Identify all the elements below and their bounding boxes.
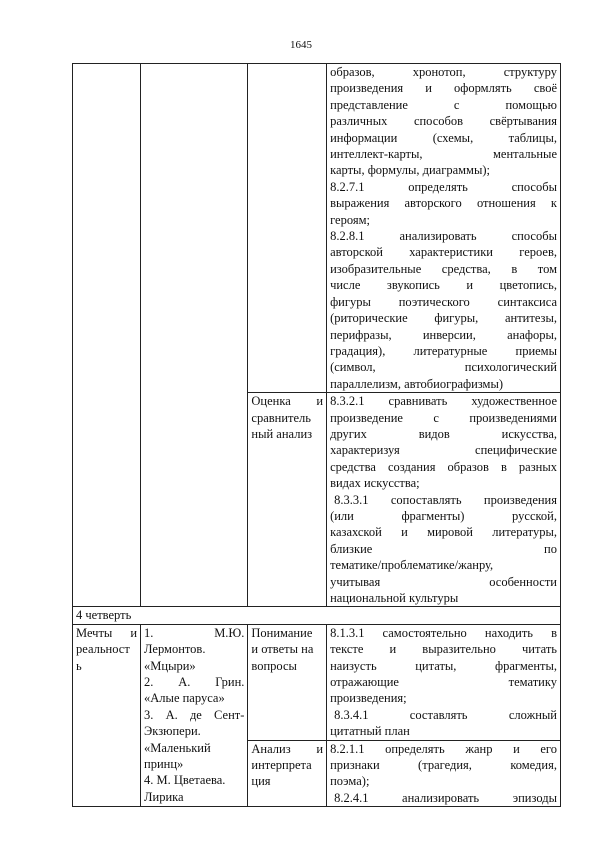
objective-line: поэма); — [330, 774, 370, 789]
work-line: Лирика — [144, 789, 184, 804]
objective-line: характеризуя специфические — [330, 443, 557, 458]
work-line: 2. А. Грин. — [144, 675, 245, 690]
objective-line: казахской и мировой литературы, — [330, 525, 557, 540]
objective-line: 8.1.3.1 самостоятельно находить в — [330, 625, 557, 640]
objective-line: фигуры поэтического синтаксиса — [330, 294, 557, 309]
work-line: принц» — [144, 757, 184, 772]
objective-line: (или фрагменты) русской, — [330, 508, 557, 523]
objective-line: карты, формулы, диаграммы); — [330, 163, 490, 178]
objective-line: перифразы, инверсии, анафоры, — [330, 327, 557, 342]
page-number: 1645 — [290, 39, 312, 51]
objective-line: 8.2.4.1 анализировать эпизоды — [334, 790, 557, 805]
objective-line: видах искусства; — [330, 476, 420, 491]
works-cell — [141, 624, 248, 806]
objective-line: информации (схемы, таблицы, — [330, 130, 557, 145]
objective-line: числе звукопись и цветопись, — [330, 278, 557, 293]
skill-line: ция — [251, 774, 271, 789]
skill-line: вопросы — [251, 658, 297, 673]
objective-line: цитатный план — [330, 724, 410, 739]
objective-line: интеллект-карты, ментальные — [330, 147, 557, 162]
objective-line: 8.2.8.1 анализировать способы — [330, 229, 557, 244]
theme-line: ь — [76, 658, 82, 673]
objectives-cell-continuation — [327, 64, 561, 393]
work-line: 1. М.Ю. — [144, 625, 245, 640]
skill-line: интерпрета — [251, 758, 312, 773]
work-line: «Алые паруса» — [144, 691, 225, 706]
table-row-continuation — [73, 64, 561, 393]
theme-line: Мечты и — [76, 625, 138, 640]
objective-line: близкие по — [330, 541, 557, 556]
skill-cell-understanding — [248, 624, 327, 740]
skill-line: и ответы на — [251, 642, 314, 657]
objective-line: 8.2.7.1 определять способы — [330, 179, 557, 194]
objective-line: героям; — [330, 212, 370, 227]
objective-line: произведение с произведениями — [330, 410, 557, 425]
skill-line: Анализ и — [251, 741, 324, 756]
objective-line: произведения и оформлять своё — [330, 81, 557, 96]
objective-line: изобразительные средства, в том — [330, 261, 557, 276]
objective-line: других видов искусства, — [330, 426, 557, 441]
objective-line: (символ, психологический — [330, 360, 557, 375]
objective-line: различных способов свёртывания — [330, 114, 557, 129]
works-cell-empty — [141, 64, 248, 607]
skill-cell-empty — [248, 64, 327, 393]
objective-line: тексте и выразительно читать — [330, 642, 557, 657]
skill-line: Оценка и — [251, 394, 324, 409]
work-line: «Мцыри» — [144, 658, 196, 673]
skill-line: ный анализ — [251, 426, 313, 441]
objective-line: национальной культуры — [330, 591, 459, 605]
objective-line: произведения; — [330, 691, 407, 706]
work-line: «Маленький — [144, 740, 211, 755]
theme-line: реальност — [76, 642, 130, 657]
objective-line: отражающие тематику — [330, 675, 557, 690]
table-row-quarter — [73, 607, 561, 624]
theme-cell — [73, 624, 141, 806]
quarter-heading: 4 четверть — [73, 607, 561, 624]
objective-line: 8.2.1.1 определять жанр и его — [330, 741, 557, 756]
objective-line: признаки (трагедия, комедия, — [330, 758, 557, 773]
objective-line: представление с помощью — [330, 97, 557, 112]
skill-cell-evaluation — [248, 393, 327, 607]
table-row-dreams — [73, 624, 561, 740]
skill-line: сравнитель — [251, 410, 311, 425]
objective-line: (риторические фигуры, антитезы, — [330, 311, 557, 326]
objectives-cell-evaluation — [327, 393, 561, 607]
work-line: Экзюпери. — [144, 724, 201, 739]
work-line: Лермонтов. — [144, 642, 206, 657]
objective-line: средства создания образов в разных — [330, 459, 557, 474]
objective-line: 8.3.4.1 составлять сложный — [334, 707, 557, 722]
skill-cell-analysis — [248, 740, 327, 807]
objective-line: выражения авторского отношения к — [330, 196, 557, 211]
objectives-cell-analysis — [327, 740, 561, 807]
curriculum-table — [72, 63, 561, 807]
objectives-cell-understanding — [327, 624, 561, 740]
objective-line: параллелизм, автобиографизмы) — [330, 376, 504, 391]
work-line: 3. А. де Сент- — [144, 707, 245, 722]
objective-line: учитывая особенности — [330, 574, 557, 589]
objective-line: 8.3.2.1 сравнивать художественное — [330, 394, 557, 409]
theme-cell-empty — [73, 64, 141, 607]
work-line: 4. М. Цветаева. — [144, 773, 226, 788]
objective-line: тематике/проблематике/жанру, — [330, 558, 494, 573]
objective-line: градация), литературные приемы — [330, 343, 557, 358]
objective-line: 8.3.3.1 сопоставлять произведения — [334, 492, 557, 507]
objective-line: наизусть цитаты, фрагменты, — [330, 658, 557, 673]
objective-line: образов, хронотоп, структуру — [330, 65, 557, 79]
skill-line: Понимание — [251, 625, 313, 640]
objective-line: авторской характеристики героев, — [330, 245, 557, 260]
